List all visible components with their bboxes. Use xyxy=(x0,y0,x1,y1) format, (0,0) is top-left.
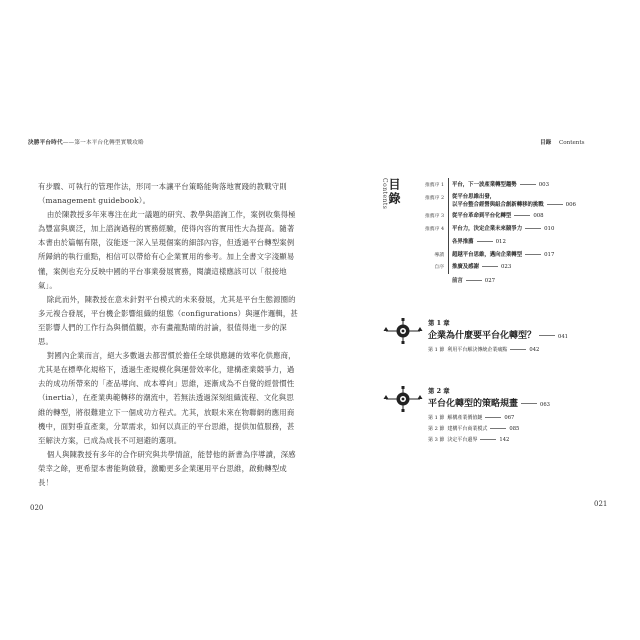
left-page-number: 020 xyxy=(30,504,44,512)
toc-tag: 推薦序 4 xyxy=(425,227,444,232)
paragraph-1: 有步驟、可執行的管理作法，形同一本讓平台策略能夠落地實踐的教戰守則（management guidebook）。 xyxy=(38,182,287,206)
contents-heading xyxy=(378,178,400,209)
toc-entry[interactable]: 平台力，決定企業未來競爭力 010 xyxy=(452,226,555,232)
book-subtitle: ——第一本平台化轉型實戰攻略 xyxy=(62,140,144,146)
toc-entry[interactable]: 推廣及感謝 023 xyxy=(452,264,512,270)
paragraph-2: 由於陳教授多年來專注在此一議題的研究、教學與諮詢工作，案例收集得極為豐富與廣泛，加上諮詢過程的實務經驗，使得內容的實用性大為提高。隨著本書由於篇幅有限，沒能逐一深入呈現個案的細部內容，但透過平台轉型案例所歸納的執行重點，相信可以帶給有心企業實用的參考。加上全書文字淺顯易懂，案例也充分反映中國的平台事業發展實務，閱讀這樣應該可以「很接地氣」。 xyxy=(38,210,296,290)
paragraph-4: 對國內企業而言，絕大多數過去都習慣於擔任全球供應鏈的效率化供應商，尤其是在標準化規格下，透過生產規模化與運營效率化，建構產業競爭力，過去的成功所帶來的「產品導向、成本導向」思維，逐漸成為不自覺的經營慣性（inertia），在產業典範轉移的潮流中，若無法透過深刻組織流程、文化與思維的轉型，將很難建立下一個成功方程式。尤其，放眼未來在物聯網的應用商機中，面對垂直產業，分眾需求，如何以真正的平台思維，提供加值服務，甚至解決方案，已成為成長不可迴避的選項。 xyxy=(38,351,296,445)
contents-title: 目錄 xyxy=(387,178,401,206)
chapter-1-network-icon xyxy=(382,318,424,344)
chapter-2-section-1[interactable]: 第 1 節 解構產業價值鏈 067 xyxy=(428,415,515,421)
chapter-1-number: 第 1 章 xyxy=(428,319,450,327)
chapter-2-number: 第 2 章 xyxy=(428,387,450,395)
left-page-body xyxy=(38,180,300,490)
toc-tag: 推薦序 2 xyxy=(425,196,444,201)
toc-entry[interactable]: 從平台革命到平台化轉型 008 xyxy=(452,213,544,219)
toc-entry[interactable]: 前言 027 xyxy=(452,278,496,284)
toc-tag: 推薦序 3 xyxy=(425,214,444,219)
running-header-left xyxy=(28,138,144,146)
toc-divider xyxy=(448,178,449,274)
toc-entry[interactable]: 平台，下一波產業轉型趨勢 003 xyxy=(452,182,549,188)
toc-entry[interactable]: 超越平台思維，邁向企業轉型 017 xyxy=(452,252,555,258)
chapter-2-title[interactable]: 平台化轉型的策略規畫 063 xyxy=(428,399,550,409)
book-title: 決勝平台時代 xyxy=(28,140,63,146)
chapter-1-section-1[interactable]: 第 1 節 利用平台解決傳統企業痛點 042 xyxy=(428,347,540,353)
toc-tag: 導讀 xyxy=(434,253,444,258)
header-contents-en: Contents xyxy=(558,140,585,146)
toc-tag: 推薦序 1 xyxy=(425,183,444,188)
chapter-2-section-3[interactable]: 第 3 節 決定平台邊界 142 xyxy=(428,437,510,443)
chapter-2-network-icon xyxy=(382,386,424,412)
chapter-1-title[interactable]: 企業為什麼要平台化轉型？ 041 xyxy=(428,331,568,341)
running-header-right xyxy=(540,138,585,146)
paragraph-5: 個人與陳教授有多年的合作研究與共學情誼，能替他的新書為序導讀，深感榮幸之餘，更希望本書能夠啟發，激勵更多企業運用平台思維，啟動轉型成長！ xyxy=(38,449,296,487)
toc-entry[interactable]: 從平台思維出發， 以平台整合經營與組合創新轉移的挑戰 006 xyxy=(452,194,576,208)
contents-title-en: Contents xyxy=(381,178,388,210)
right-page-number: 021 xyxy=(594,500,608,508)
chapter-2-section-2[interactable]: 第 2 節 建構平台商業模式 085 xyxy=(428,426,520,432)
paragraph-3: 除此而外，陳教授在意未針對平台模式的未來發展，尤其是平台生態源圈的多元複合發展，平台機企影響組織的組態（configurations）與運作邏輯，甚至影響人們的工作行為與價值觀，亦有畫龍點睛的討論，很值得進一步的深思。 xyxy=(38,294,298,347)
toc-tag: 自序 xyxy=(434,265,444,270)
toc-entry[interactable]: 各界推薦 012 xyxy=(452,239,506,245)
header-contents-label: 目錄 xyxy=(540,140,552,146)
